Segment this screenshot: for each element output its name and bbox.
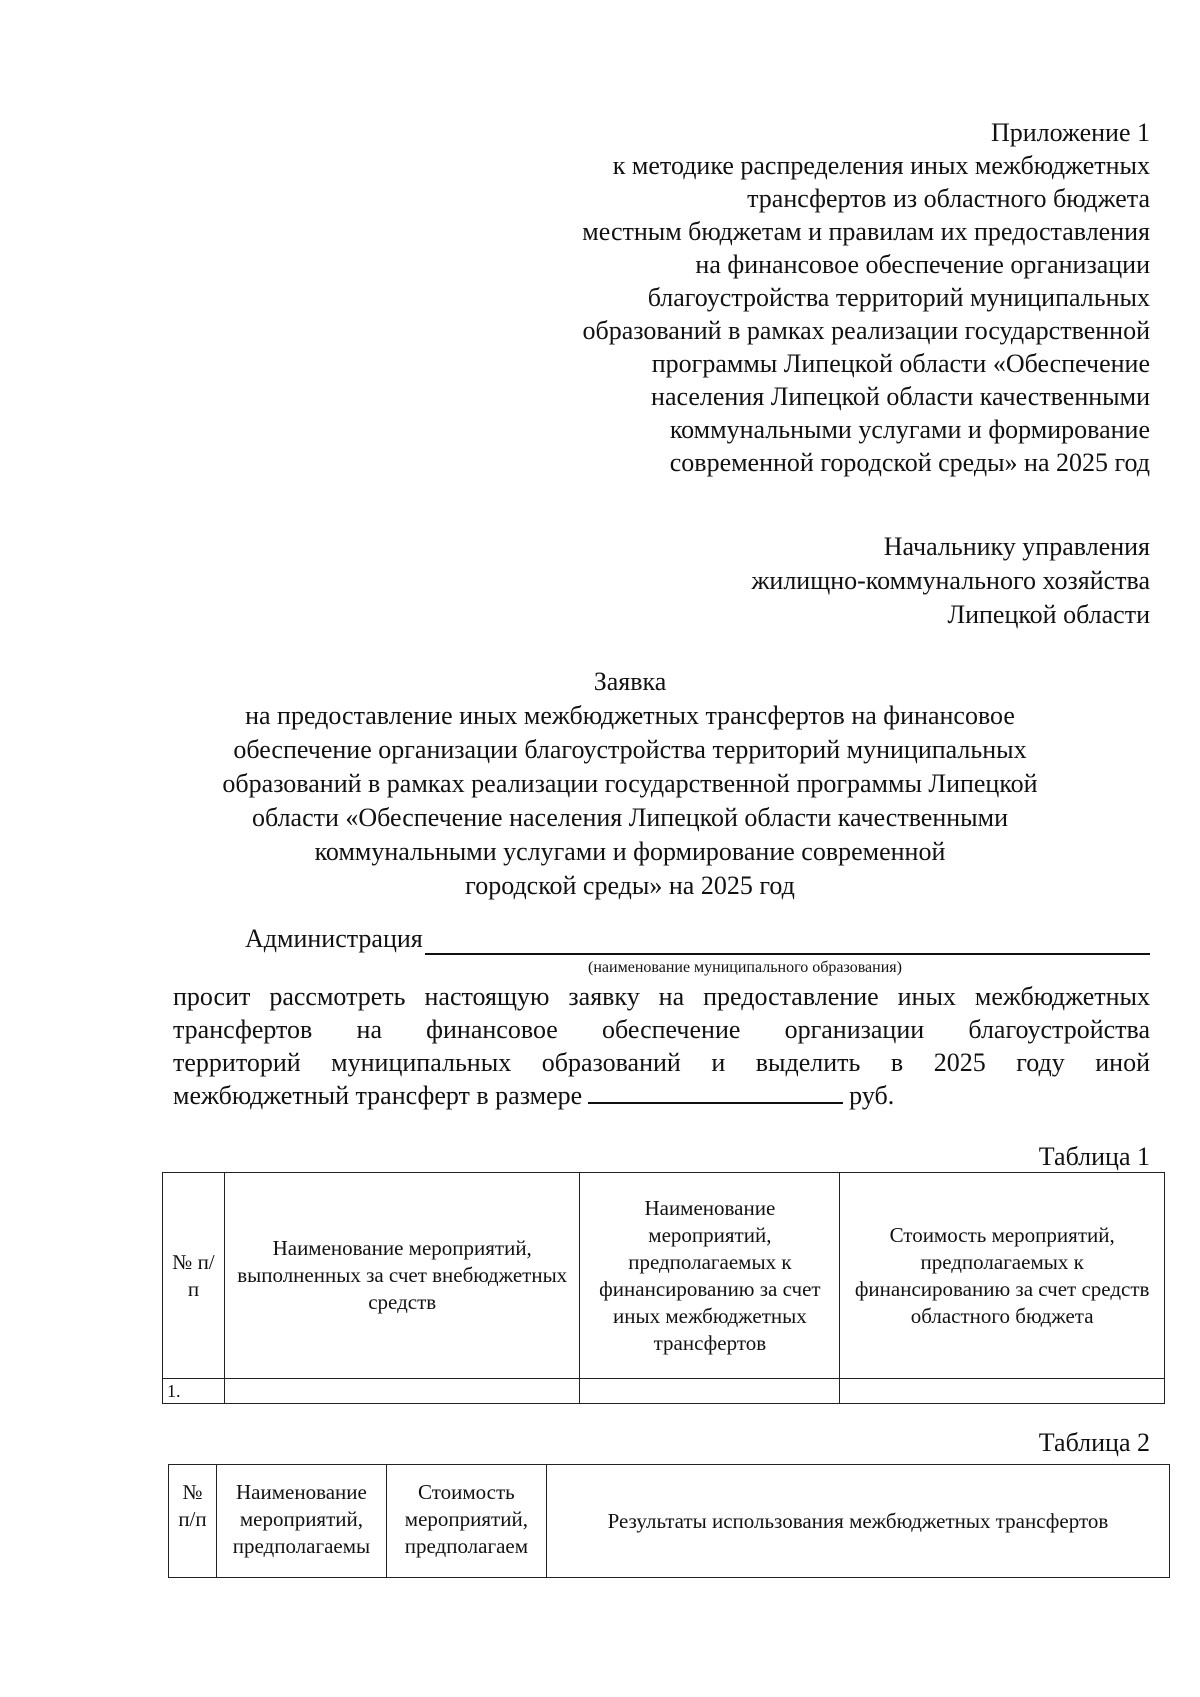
- appendix-line: местным бюджетам и правилам их предоставления: [582, 217, 1150, 246]
- table1-header-cost: Стоимость мероприятий, предполагаемых к финансированию за счет средств областного бюджета: [840, 1173, 1165, 1379]
- table2-header-name: Наименование мероприятий, предполагаемы: [216, 1465, 386, 1578]
- table1-cell[interactable]: 1.: [163, 1379, 225, 1404]
- appendix-line: образований в рамках реализации государственной: [582, 316, 1150, 345]
- table2-caption: Таблица 2: [1038, 1428, 1150, 1457]
- addressee-line: Липецкой области: [947, 600, 1150, 629]
- request-line: территорий муниципальных образований и выделить в 2025 году иной: [173, 1048, 1150, 1077]
- title-line: образований в рамках реализации государственной программы Липецкой: [222, 769, 1038, 798]
- amount-currency: руб.: [849, 1081, 895, 1110]
- title-line: коммунальными услугами и формирование современной: [314, 837, 946, 866]
- title-line: городской среды» на 2025 год: [465, 871, 795, 900]
- appendix-line: трансфертов из областного бюджета: [747, 184, 1150, 213]
- table1-cell[interactable]: [224, 1379, 580, 1404]
- title-line: на предоставление иных межбюджетных трансфертов на финансовое: [245, 701, 1015, 730]
- title-line: области «Обеспечение населения Липецкой области качественными: [251, 803, 1009, 832]
- table2: [168, 1464, 1170, 1578]
- municipality-caption: (наименование муниципального образования): [588, 959, 902, 976]
- amount-prefix: межбюджетный трансферт в размере: [173, 1081, 583, 1110]
- table1-header-planned: Наименование мероприятий, предполагаемых к финансированию за счет иных межбюджетных трансфертов: [580, 1173, 840, 1379]
- table1-caption: Таблица 1: [1038, 1142, 1150, 1171]
- table1-header-extrabudget: Наименование мероприятий, выполненных за счет внебюджетных средств: [224, 1173, 580, 1379]
- table1-header-number: № п/п: [163, 1173, 225, 1379]
- appendix-header: [470, 116, 1150, 479]
- appendix-line: на финансовое обеспечение организации: [695, 250, 1150, 279]
- table-row: [163, 1379, 1165, 1404]
- application-title: [130, 665, 1130, 903]
- table1-cell[interactable]: [840, 1379, 1165, 1404]
- title-heading: Заявка: [593, 667, 667, 696]
- appendix-line: к методике распределения иных межбюджетных: [612, 151, 1150, 180]
- amount-field[interactable]: [588, 1080, 843, 1104]
- addressee-line: жилищно-коммунального хозяйства: [751, 566, 1150, 595]
- appendix-line: Приложение 1: [990, 118, 1150, 147]
- administration-row: [245, 923, 1150, 955]
- appendix-line: населения Липецкой области качественными: [651, 382, 1150, 411]
- table2-header-cost: Стоимость мероприятий, предполагаем: [386, 1465, 546, 1578]
- request-line: просит рассмотреть настоящую заявку на предоставление иных межбюджетных: [173, 982, 1150, 1011]
- table2-header-number: № п/п: [169, 1465, 217, 1578]
- appendix-line: коммунальными услугами и формирование: [669, 415, 1150, 444]
- request-line: трансфертов на финансовое обеспечение организации благоустройства: [173, 1015, 1150, 1044]
- municipality-name-field[interactable]: [425, 929, 1150, 955]
- table1: [162, 1172, 1165, 1404]
- appendix-line: благоустройства территорий муниципальных: [647, 283, 1150, 312]
- request-line-last: [173, 1079, 1150, 1112]
- administration-label: Администрация: [245, 924, 423, 953]
- title-line: обеспечение организации благоустройства территорий муниципальных: [233, 735, 1027, 764]
- appendix-line: программы Липецкой области «Обеспечение: [651, 349, 1150, 378]
- table2-header-results: Результаты использования межбюджетных трансфертов: [546, 1465, 1169, 1578]
- request-paragraph: [173, 980, 1150, 1112]
- addressee-block: [600, 530, 1150, 632]
- appendix-line: современной городской среды» на 2025 год: [669, 448, 1150, 477]
- table1-cell[interactable]: [580, 1379, 840, 1404]
- addressee-line: Начальнику управления: [883, 532, 1150, 561]
